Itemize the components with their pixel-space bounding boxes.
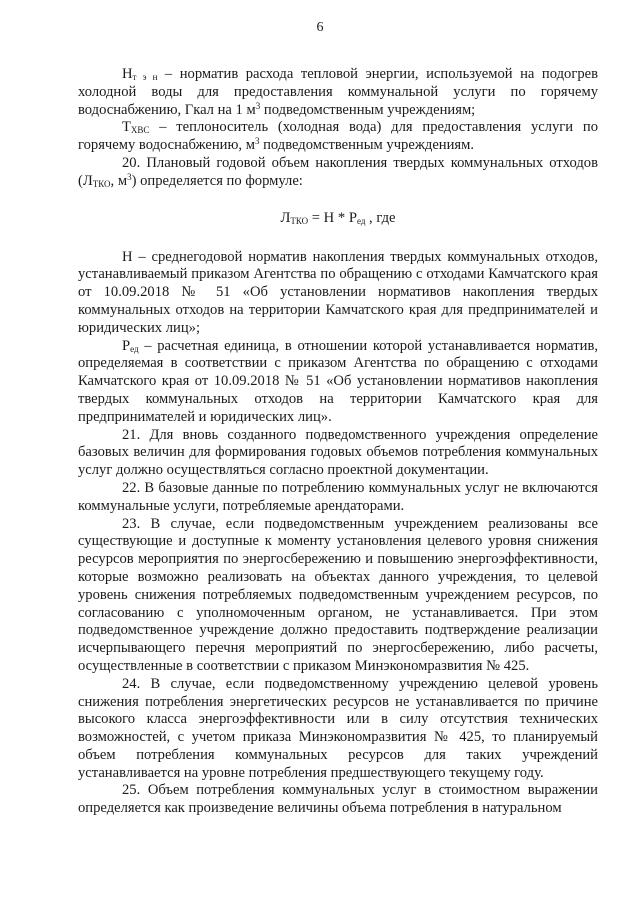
symbol: Н — [122, 66, 133, 82]
formula — [78, 209, 598, 227]
superscript: 3 — [254, 136, 260, 147]
paragraph-23: 23. В случае, если подведомственным учреждением реализованы все существующие и доступные к моменту установления целевого уровня снижения ресурсов мероприятия по энергосбережению и повышению энергоэффективности, которые возможно реализовать на объектах данного учреждения, то целевой уровень снижения потребляемых подведомственным учреждением ресурсов, по согласованию с уполномоченным органом, не устанавливается. При этом подведомственное учреждение должно предоставить подтверждение реализации исчерпывающего перечня мероприятий по энергосбережению, либо расчеты, осуществленные в соответствии с приказом Минэкономразвития № 425. — [78, 515, 598, 674]
symbol-subscript: ед — [130, 343, 139, 354]
paragraph-unit-definition — [78, 338, 598, 427]
paragraph-norm-definition: Н – среднегодовой норматив накопления твердых коммунальных отходов, устанавливаемый приказом Агентства по обращению с отходами Камчатского края от 10.09.2018 № 51 «Об установлении нормативов накопления твердых коммунальных отходов на территории Камчатского края для предпринимателей и юридических лиц»; — [78, 248, 598, 336]
document-body — [78, 66, 598, 818]
symbol-subscript: ТКО — [92, 178, 111, 189]
paragraph-mid: , м — [110, 172, 128, 189]
paragraph-coolant — [78, 119, 598, 155]
paragraph-24: 24. В случае, если подведомственному учреждению целевой уровень снижения потребления энергетических ресурсов не устанавливается по причине высокого класса энергоэффективности или в силу отсутствия технических возможностей, с учетом приказа Минэкономразвития № 425, то планируемый объем потребления коммунальных ресурсов для таких учреждений устанавливается на уровне потребления предшествующего текущему году. — [78, 675, 598, 781]
symbol-subscript: т э н — [132, 72, 158, 82]
paragraph-21: 21. Для вновь созданного подведомственного учреждения определение базовых величин для формирования годовых объемов потребления коммунальных услуг должно осуществляться согласно проектной документации. — [78, 426, 598, 479]
formula-lhs: Л — [280, 209, 291, 226]
symbol: Р — [122, 337, 131, 354]
symbol: Т — [122, 119, 131, 136]
paragraph-head: 20. Плановый годовой объем накопления твердых коммунальных отходов (Л — [78, 154, 598, 189]
formula-rhs: = Н * Р — [308, 209, 357, 226]
superscript: 3 — [127, 171, 132, 182]
paragraph-text: – расчетная единица, в отношении которой устанавливается норматив, определяемая в соответствии с приказом Агентства по обращению с отходами Камчатского края от 10.09.2018 № 51 «Об установлении нормативов накопления твердых коммунальных отходов на территории Камчатского края для предпринимателей и юридических лиц». — [78, 337, 598, 425]
paragraph-tail: ) определяется по формуле: — [131, 172, 303, 189]
paragraph-25: 25. Объем потребления коммунальных услуг в стоимостном выражении определяется как произведение величины объема потребления в натуральном — [78, 782, 598, 817]
symbol-subscript: ХВС — [130, 125, 150, 136]
paragraph-heat-norm — [78, 66, 598, 119]
formula-rhs-subscript: ед — [356, 215, 366, 226]
page-number: 6 — [316, 20, 324, 35]
paragraph-text: – теплоноситель (холодная вода) для предоставления услуги по горячему водоснабжению, м — [78, 119, 598, 154]
paragraph-tail: подведомственным учреждениям; — [260, 101, 476, 118]
formula-tail: , где — [365, 209, 396, 226]
paragraph-20 — [78, 155, 598, 191]
paragraph-tail: подведомственным учреждениям. — [259, 137, 475, 154]
superscript: 3 — [255, 100, 261, 111]
formula-lhs-subscript: ТКО — [290, 215, 309, 226]
paragraph-text: – норматив расхода тепловой энергии, используемой на подогрев холодной воды для предоставления коммунальной услуги по горячему водоснабжению, Гкал на 1 м — [78, 66, 598, 118]
paragraph-22: 22. В базовые данные по потреблению коммунальных услуг не включаются коммунальные услуги, потребляемые арендаторами. — [78, 479, 598, 514]
